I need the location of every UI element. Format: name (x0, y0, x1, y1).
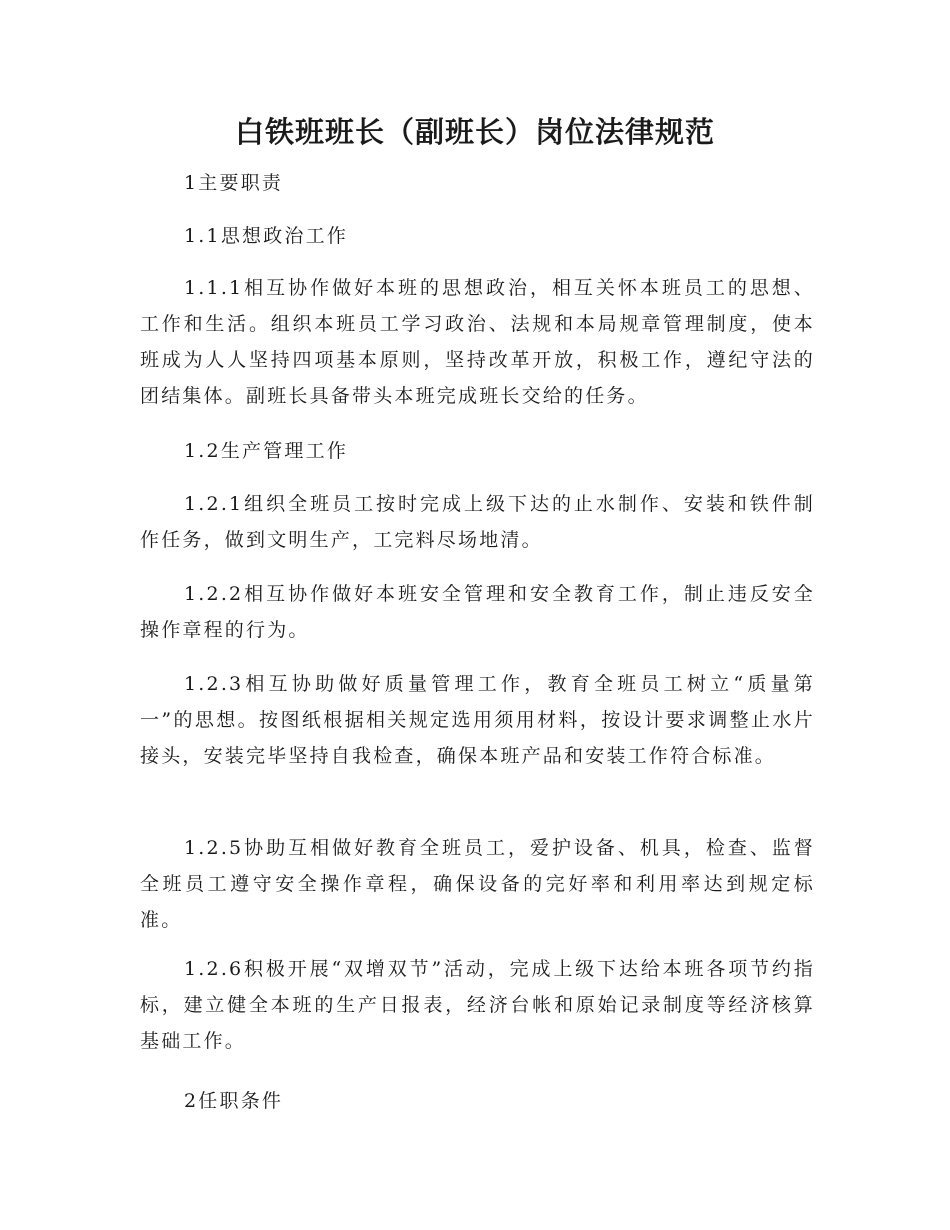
document-title: 白铁班班长（副班长）岗位法律规范 (234, 115, 715, 149)
section-heading-1: 1主要职责 (184, 172, 284, 194)
paragraph-1-2-6: 1.2.6积极开展“双增双节”活动，完成上级下达给本班各项节约指标，建立健全本班的生产日报表，经济台帐和原始记录制度等经济核算基础工作。 (140, 958, 815, 1052)
paragraph-1-2-3: 1.2.3相互协助做好质量管理工作，教育全班员工树立“质量第一”的思想。按图纸根据相关规定选用须用材料，按设计要求调整止水片接头，安装完毕坚持自我检查，确保本班产品和安装工作符合标准。 (140, 673, 815, 767)
paragraph-1-2-5: 1.2.5协助互相做好教育全班员工，爱护设备、机具，检查、监督全班员工遵守安全操作章程，确保设备的完好率和利用率达到规定标准。 (140, 837, 815, 931)
paragraph-1-2-2: 1.2.2相互协作做好本班安全管理和安全教育工作，制止违反安全操作章程的行为。 (140, 583, 815, 641)
section-heading-1-2: 1.2生产管理工作 (184, 440, 349, 462)
section-heading-1-1: 1.1思想政治工作 (184, 225, 349, 247)
paragraph-1-1-1: 1.1.1相互协作做好本班的思想政治，相互关怀本班员工的思想、工作和生活。组织本班员工学习政治、法规和本局规章管理制度，使本班成为人人坚持四项基本原则，坚持改革开放，积极工作，遵纪守法的团结集体。副班长具备带头本班完成班长交给的任务。 (140, 277, 815, 407)
section-heading-2: 2任职条件 (184, 1090, 284, 1112)
paragraph-1-2-1: 1.2.1组织全班员工按时完成上级下达的止水制作、安装和铁件制作任务，做到文明生产，工完料尽场地清。 (140, 493, 815, 551)
